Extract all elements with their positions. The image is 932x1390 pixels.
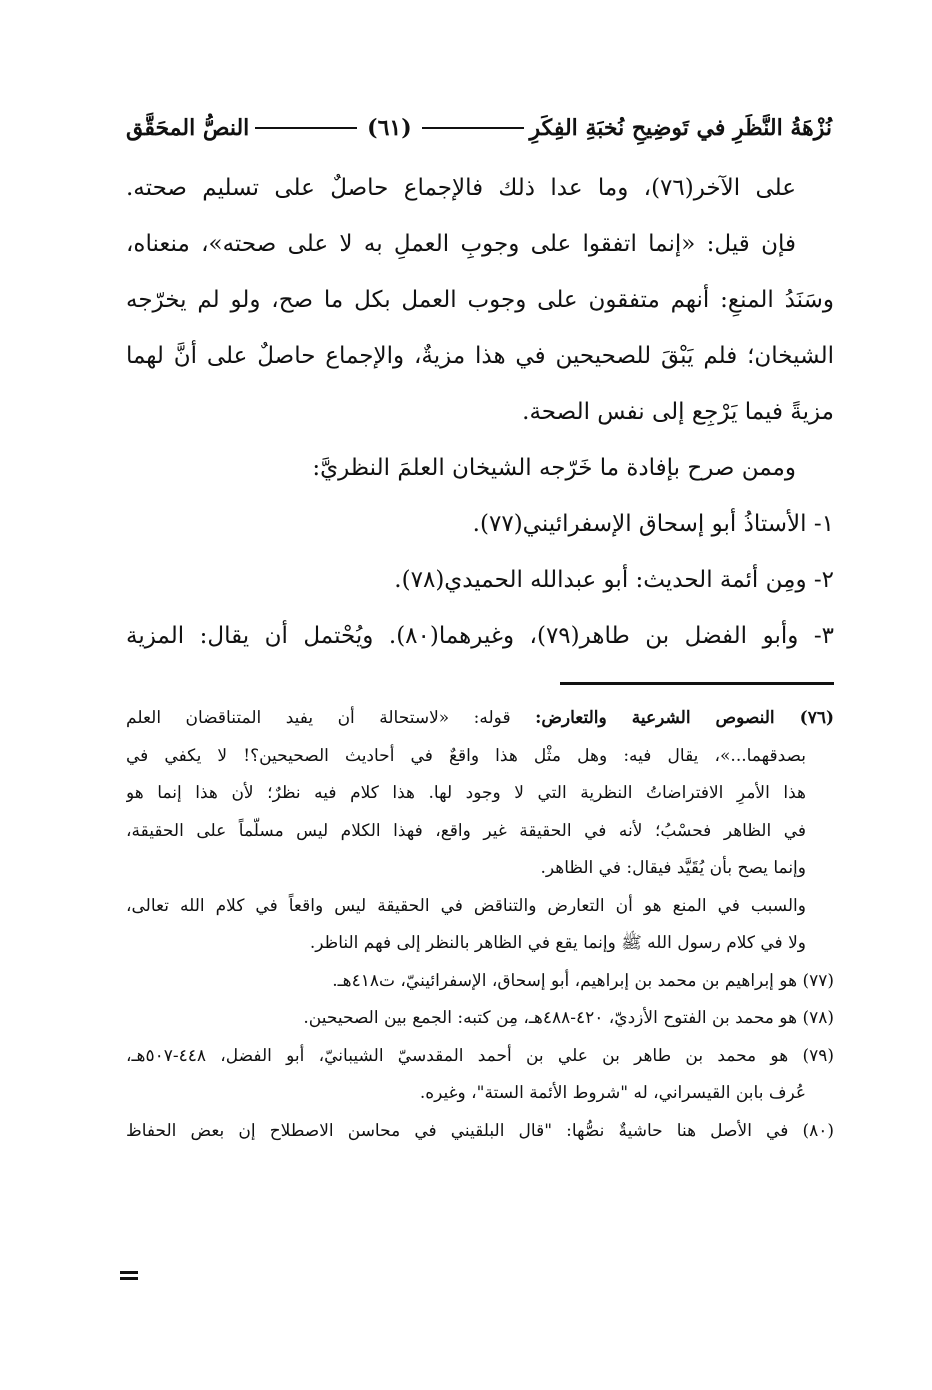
footnote-76 bbox=[126, 700, 834, 738]
list-item: ٣- وأبو الفضل بن طاهر(٧٩)، وغيرهما(٨٠). ويُحْتمل أن يقال: المزية bbox=[126, 623, 834, 649]
section-title: النصُّ المحَقَّق bbox=[126, 115, 250, 141]
footnote-line: هذا الأمرِ الافتراضاتُ النظرية التي لا وجود لها. هذا كلام فيه نظرٌ؛ لأن هذا إنما هو bbox=[126, 783, 806, 803]
footnote-divider bbox=[560, 682, 834, 685]
footnote-line: عُرف بابن القيسراني، له "شروط الأئمة الستة"، وغيره. bbox=[419, 1083, 806, 1103]
footnote-77: (٧٧) هو إبراهيم بن محمد بن إبراهيم، أبو إسحاق، الإسفرائينيّ، ت٤١٨هـ. bbox=[332, 970, 834, 991]
footnote-79: (٧٩) هو محمد بن طاهر بن علي بن أحمد المقدسيّ الشيبانيّ، أبو الفضل، ٤٤٨-٥٠٧هـ، bbox=[126, 1045, 834, 1066]
footnotes bbox=[126, 700, 834, 1150]
text-line: على الآخر(٧٦)، وما عدا ذلك فالإجماع حاصلٌ على تسليم صحته. bbox=[126, 175, 796, 201]
book-title: نُزْهَةُ النَّظَرِ في تَوضِيحِ نُخبَةِ الفِكَرِ bbox=[529, 115, 832, 141]
footnote-80: (٨٠) في الأصل هنا حاشيةٌ نصُّها: "قال البلقيني في محاسن الاصطلاح إن بعض الحفاظ bbox=[126, 1120, 834, 1141]
continuation-mark bbox=[120, 1271, 138, 1281]
list-item: ٢- ومِن أئمة الحديث: أبو عبدالله الحميدي(٧٨). bbox=[394, 567, 834, 593]
footnote-76-heading: (٧٦) النصوص الشرعية والتعارض: bbox=[535, 708, 834, 728]
text-line: فإن قيل: «إنما اتفقوا على وجوبِ العملِ به لا على صحته»، منعناه، bbox=[126, 231, 796, 257]
text-line: الشيخان؛ فلم يَبْقَ للصحيحين في هذا مزيةٌ، والإجماع حاصلٌ على أنَّ لهما bbox=[126, 343, 834, 369]
footnote-76-text: قوله: «لاستحالة أن يفيد المتناقضان العلم bbox=[126, 708, 536, 728]
header-rule bbox=[255, 127, 357, 129]
running-header bbox=[126, 108, 832, 148]
main-text bbox=[126, 160, 834, 664]
text-line: وممن صرح بإفادة ما خَرّجه الشيخان العلمَ النظريَّ: bbox=[312, 455, 796, 481]
header-rule bbox=[422, 127, 524, 129]
footnote-line: بصدقهما...»، يقال فيه: وهل مثْل هذا واقعٌ في أحاديث الصحيحين؟! لا يكفي في bbox=[126, 745, 806, 766]
page-number: (٦١) bbox=[367, 115, 412, 141]
footnote-78: (٧٨) هو محمد بن الفتوح الأزديّ، ٤٢٠-٤٨٨هـ، مِن كتبه: الجمع بين الصحيحين. bbox=[303, 1008, 834, 1028]
footnote-line: ولا في كلام رسول الله ﷺ وإنما يقع في الظاهر بالنظر إلى فهم الناظر. bbox=[309, 933, 806, 953]
footnote-line: في الظاهر فحسْبُ؛ لأنه في الحقيقة غير واقع، فهذا الكلام ليس مسلّماً على الحقيقة، bbox=[126, 820, 806, 841]
text-line: مزيةً فيما يَرْجِع إلى نفس الصحة. bbox=[522, 399, 834, 425]
footnote-line: والسبب في المنع هو أن التعارض والتناقض في الحقيقة ليس واقعاً في كلام الله تعالى، bbox=[126, 895, 806, 916]
text-line: وسَنَدُ المنعِ: أنهم متفقون على وجوب العمل بكل ما صح، ولو لم يخرّجه bbox=[126, 287, 834, 313]
footnote-line: وإنما يصح بأن يُقَيَّد فيقال: في الظاهر. bbox=[540, 858, 806, 878]
list-item: ١- الأستاذُ أبو إسحاق الإسفرائيني(٧٧). bbox=[472, 511, 834, 537]
